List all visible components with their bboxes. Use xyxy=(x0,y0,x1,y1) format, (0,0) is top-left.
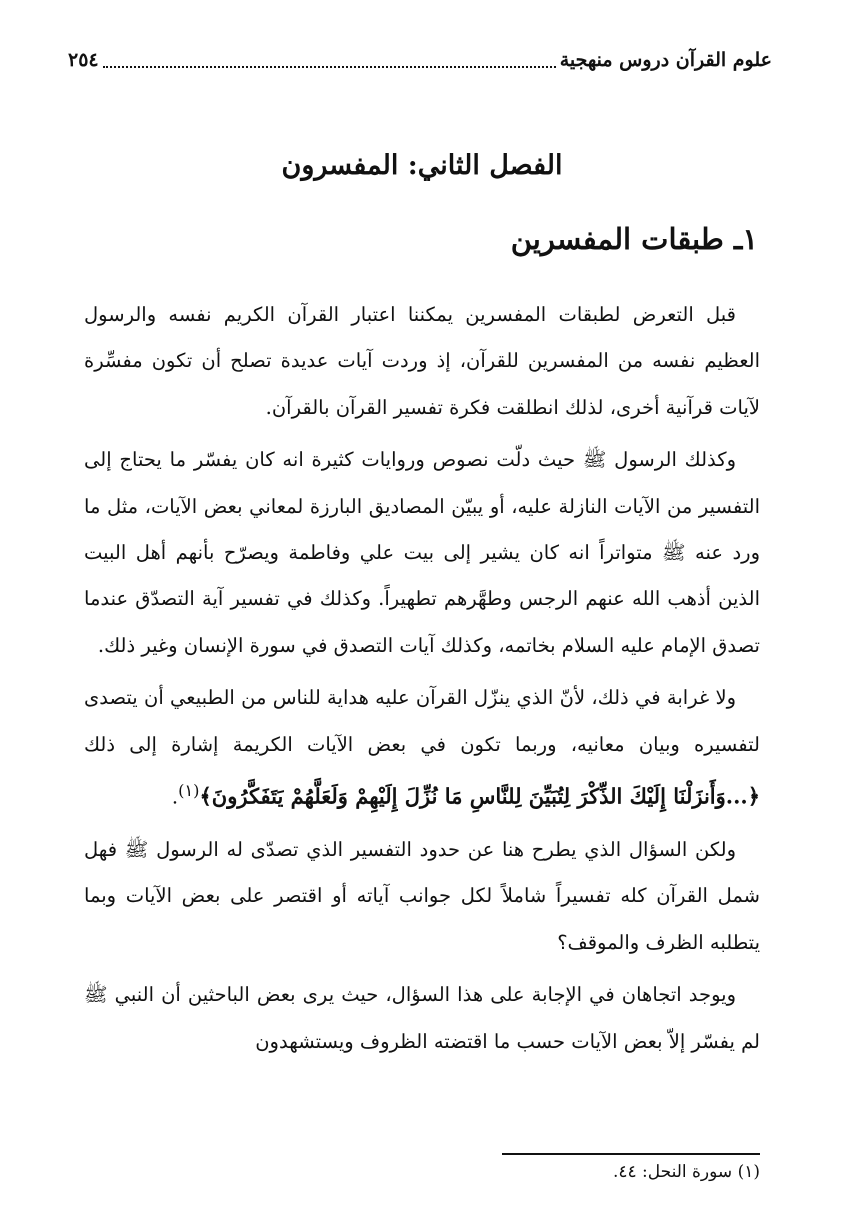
section-title: ١ـ طبقات المفسرين xyxy=(510,222,758,256)
page-number: ٢٥٤ xyxy=(68,49,99,71)
body-text xyxy=(84,292,760,1071)
running-header xyxy=(62,44,772,76)
book-title: علوم القرآن دروس منهجية xyxy=(559,49,772,71)
header-dot-leader xyxy=(103,52,556,68)
paragraph-text: ولا غرابة في ذلك، لأنّ الذي ينزّل القرآن عليه هداية للناس من الطبيعي أن يتصدى لتفسيره وبيان معانيه، وربما تكون في بعض الآيات الكريمة إشارة إلى ذلك xyxy=(84,686,760,756)
chapter-title: الفصل الثاني: المفسرون xyxy=(281,150,563,181)
paragraph: وكذلك الرسول ﷺ حيث دلّت نصوص وروايات كثيرة انه كان يفسّر ما يحتاج إلى التفسير من الآيات النازلة عليه، أو يبيّن المصاديق البارزة لمعاني بعض الآيات، مثل ما ورد عنه ﷺ متواتراً انه كان يشير إلى بيت علي وفاطمة ويصرّح بأنهم أهل البيت الذين أذهب الله عنهم الرجس وطهَّرهم تطهيراً. وكذلك في تفسير آية التصدّق عندما تصدق الإمام عليه السلام بخاتمه، وكذلك آيات التصدق في سورة الإنسان وغير ذلك. xyxy=(84,448,760,657)
quran-verse: ﴿...وَأَنزَلْنَا إِلَيْكَ الذِّكْرَ لِتُبَيِّنَ لِلنَّاسِ مَا نُزِّلَ إِلَيْهِمْ وَلَعَلَّهُمْ يَتَفَكَّرُونَ﴾ xyxy=(199,783,760,809)
paragraph xyxy=(84,675,760,821)
footnote-ref: (١) xyxy=(178,781,200,801)
paragraph: ويوجد اتجاهان في الإجابة على هذا السؤال، حيث يرى بعض الباحثين أن النبي ﷺ لم يفسّر إلاّ بعض الآيات حسب ما اقتضته الظروف ويستشهدون xyxy=(84,983,760,1053)
paragraph: ولكن السؤال الذي يطرح هنا عن حدود التفسير الذي تصدّى له الرسول ﷺ فهل شمل القرآن كله تفسيراً شاملاً لكل جوانب آياته أو اقتصر على بعض الآيات وبما يتطلبه الظرف والموقف؟ xyxy=(84,837,760,954)
paragraph: قبل التعرض لطبقات المفسرين يمكننا اعتبار القرآن الكريم نفسه والرسول العظيم نفسه من المفسرين للقرآن، إذ وردت آيات عديدة تصلح أن تكون مفسِّرة لآيات قرآنية أخرى، لذلك انطلقت فكرة تفسير القرآن بالقرآن. xyxy=(84,303,760,419)
footnote: (١) سورة النحل: ٤٤. xyxy=(612,1162,760,1182)
paragraph-end: . xyxy=(171,785,179,809)
footnote-separator xyxy=(502,1153,760,1155)
